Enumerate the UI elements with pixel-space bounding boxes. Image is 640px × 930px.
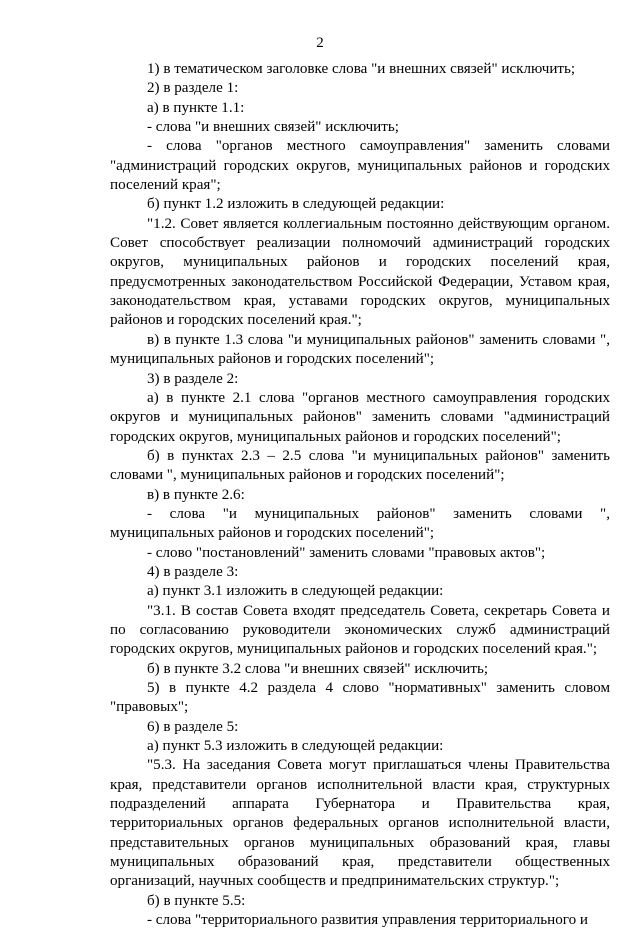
paragraph: б) в пункте 3.2 слова "и внешних связей" исключить; [147, 660, 489, 677]
paragraph: а) в пункте 2.1 слова "органов местного самоуправления городских округов и муниципальных районов" заменить словами "администраций городских округов, муниципальных районов и городских поселений"; [110, 389, 610, 445]
paragraph: "5.3. На заседания Совета могут приглашаться члены Правительства края, представители органов исполнительной власти края, структурных подразделений аппарата Губернатора и Правительства края, территориальных органов федеральных органов исполнительной власти, представительных органов муниципальных образований края, главы муниципальных образований края, представители общественных организаций, научных сообществ и предпринимательских структур."; [110, 757, 610, 890]
paragraph: б) в пункте 5.5: [147, 892, 246, 909]
paragraph: а) в пункте 1.1: [147, 99, 245, 116]
paragraph: - слова "и внешних связей" исключить; [147, 119, 399, 136]
paragraph: а) пункт 3.1 изложить в следующей редакции: [147, 583, 444, 600]
paragraph: 5) в пункте 4.2 раздела 4 слово "нормативных" заменить словом "правовых"; [110, 680, 610, 716]
paragraph: б) в пунктах 2.3 – 2.5 слова "и муниципальных районов" заменить словами ", муниципальных районов и городских поселений"; [110, 447, 610, 484]
paragraph: 1) в тематическом заголовке слова "и внешних связей" исключить; [147, 61, 576, 77]
paragraph: 4) в разделе 3: [147, 563, 239, 580]
paragraph: - слова "территориального развития управления территориального и [147, 912, 589, 929]
paragraph: 2) в разделе 1: [147, 80, 239, 97]
paragraph: - слова "и муниципальных районов" заменить словами ", муниципальных районов и городских поселений"; [110, 505, 610, 542]
paragraph: б) пункт 1.2 изложить в следующей редакции: [147, 196, 445, 213]
page-number: 2 [316, 35, 324, 51]
document-body [110, 60, 610, 930]
paragraph: 3) в разделе 2: [147, 370, 239, 387]
paragraph: "3.1. В состав Совета входят председатель Совета, секретарь Совета и по согласованию руководители экономических служб администраций городских округов, муниципальных районов и городских поселений края."; [110, 602, 610, 658]
paragraph: в) в пункте 1.3 слова "и муниципальных районов" заменить словами ", муниципальных районов и городских поселений"; [110, 331, 610, 368]
paragraph: - слова "органов местного самоуправления" заменить словами "администраций городских округов, муниципальных районов и городских поселений края"; [110, 138, 610, 194]
paragraph: - слово "постановлений" заменить словами "правовых актов"; [147, 544, 546, 561]
paragraph: "1.2. Совет является коллегиальным постоянно действующим органом. Совет способствует реализации полномочий администраций городских округов, муниципальных районов и городских поселений края, предусмотренных законодательством Российской Федерации, Уставом края, законодательством края, уставами городских округов, муниципальных районов и городских поселений края."; [110, 215, 610, 329]
paragraph: в) в пункте 2.6: [147, 486, 245, 503]
paragraph: а) пункт 5.3 изложить в следующей редакции: [147, 738, 444, 755]
paragraph: 6) в разделе 5: [147, 718, 239, 735]
